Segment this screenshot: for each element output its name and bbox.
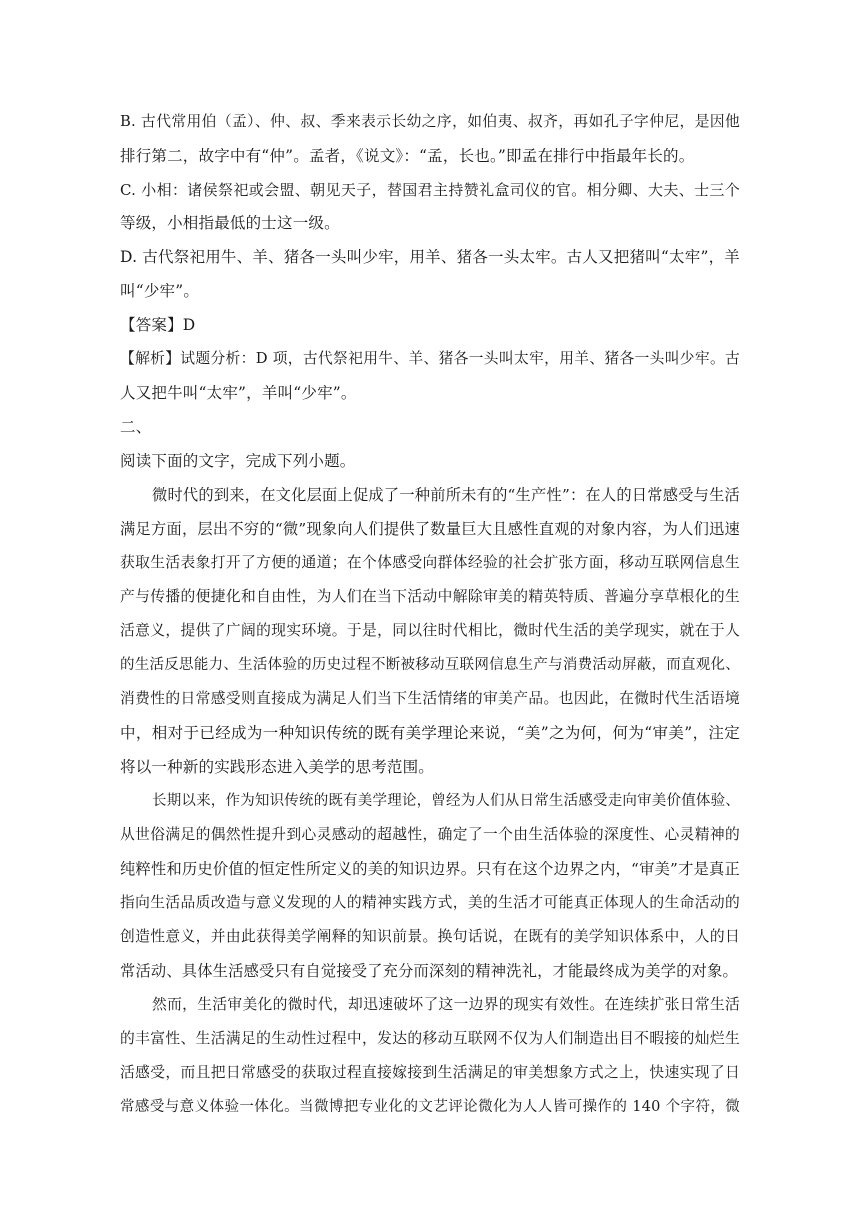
section-heading: 二、 (120, 418, 152, 436)
paragraph-2-line: 指向生活品质改造与意义发现的人的精神实践方式，美的生活才可能真正体现人的生命活动的 (120, 894, 740, 911)
paragraph-2-line: 纯粹性和历史价值的恒定性所定义的美的知识边界。只有在这个边界之内，“审美”才是真正 (120, 860, 740, 878)
paragraph-1-line: 满足方面，层出不穷的“微”现象向人们提供了数量巨大且感性直观的对象内容，为人们迅速 (120, 520, 740, 538)
paragraph-1-line: 中，相对于已经成为一种知识传统的既有美学理论来说，“美”之为何，何为“审美”，注定 (120, 724, 740, 742)
paragraph-1-line: 获取生活表象打开了方便的通道；在个体感受向群体经验的社会扩张方面，移动互联网信息生 (120, 554, 740, 571)
paragraph-1-line: 消费性的日常感受则直接成为满足人们当下生活情绪的审美产品。也因此，在微时代生活语境 (120, 690, 740, 707)
option-c-line-1: C. 小相：诸侯祭祀或会盟、朝见天子，替国君主持赞礼盒司仪的官。相分卿、大夫、士三个 (120, 181, 740, 199)
option-d-line-1: D. 古代祭祀用牛、羊、猪各一头叫少牢，用羊、猪各一头太牢。古人又把猪叫“太牢”，羊 (120, 248, 740, 266)
paragraph-3-line: 活感受，而且把日常感受的获取过程直接嫁接到生活满足的审美想象方式之上，快速实现了日 (120, 1064, 740, 1081)
paragraph-1-line: 将以一种新的实践形态进入美学的思考范围。 (120, 758, 435, 776)
paragraph-3-line: 的丰富性、生活满足的生动性过程中，发达的移动互联网不仅为人们制造出目不暇接的灿烂生 (120, 1030, 740, 1047)
paragraph-2-line: 创造性意义，并由此获得美学阐释的知识前景。换句话说，在既有的美学知识体系中，人的日 (120, 928, 740, 945)
paragraph-1-line: 微时代的到来，在文化层面上促成了一种前所未有的“生产性”：在人的日常感受与生活 (152, 486, 740, 504)
paragraph-1-line: 的生活反思能力、生活体验的历史过程不断被移动互联网信息生产与消费活动屏蔽，而直观化、 (120, 657, 740, 673)
option-b-line-1: B. 古代常用伯（孟）、仲、叔、季来表示长幼之序，如伯夷、叔齐，再如孔子字仲尼，是因他 (120, 113, 740, 130)
analysis-line-2: 人又把牛叫“太牢”，羊叫“少牢”。 (120, 384, 357, 402)
paragraph-2-line: 长期以来，作为知识传统的既有美学理论，曾经为人们从日常生活感受走向审美价值体验、 (152, 793, 740, 809)
option-c-line-2: 等级，小相指最低的士这一级。 (120, 214, 340, 232)
paragraph-3-line: 然而，生活审美化的微时代，却迅速破坏了这一边界的现实有效性。在连续扩张日常生活 (152, 996, 740, 1013)
paragraph-1-line: 产与传播的便捷化和自由性，为人们在当下活动中解除审美的精英特质、普遍分享草根化的生 (120, 588, 740, 605)
option-d-line-2: 叫“少牢”。 (120, 282, 200, 300)
answer-label: 【答案】D (120, 316, 196, 334)
paragraph-2-line: 常活动、具体生活感受只有自觉接受了充分而深刻的精神洗礼，才能最终成为美学的对象。 (120, 962, 738, 980)
reading-instruction: 阅读下面的文字，完成下列小题。 (120, 452, 356, 470)
paragraph-2-line: 从世俗满足的偶然性提升到心灵感动的超越性，确定了一个由生活体验的深度性、心灵精神的 (120, 826, 740, 843)
paragraph-3-line: 常感受与意义体验一体化。当微博把专业化的文艺评论微化为人人皆可操作的 140 个字符，微 (120, 1099, 740, 1115)
option-b-line-2: 排行第二，故字中有“仲”。孟者，《说文》：“孟，长也。”即孟在排行中指最年长的。 (120, 147, 695, 165)
paragraph-1-line: 活意义，提供了广阔的现实环境。于是，同以往时代相比，微时代生活的美学现实，就在于人 (120, 622, 740, 639)
analysis-line-1: 【解析】试题分析：D 项，古代祭祀用牛、羊、猪各一头叫太牢，用羊、猪各一头叫少牢。古 (120, 350, 740, 367)
